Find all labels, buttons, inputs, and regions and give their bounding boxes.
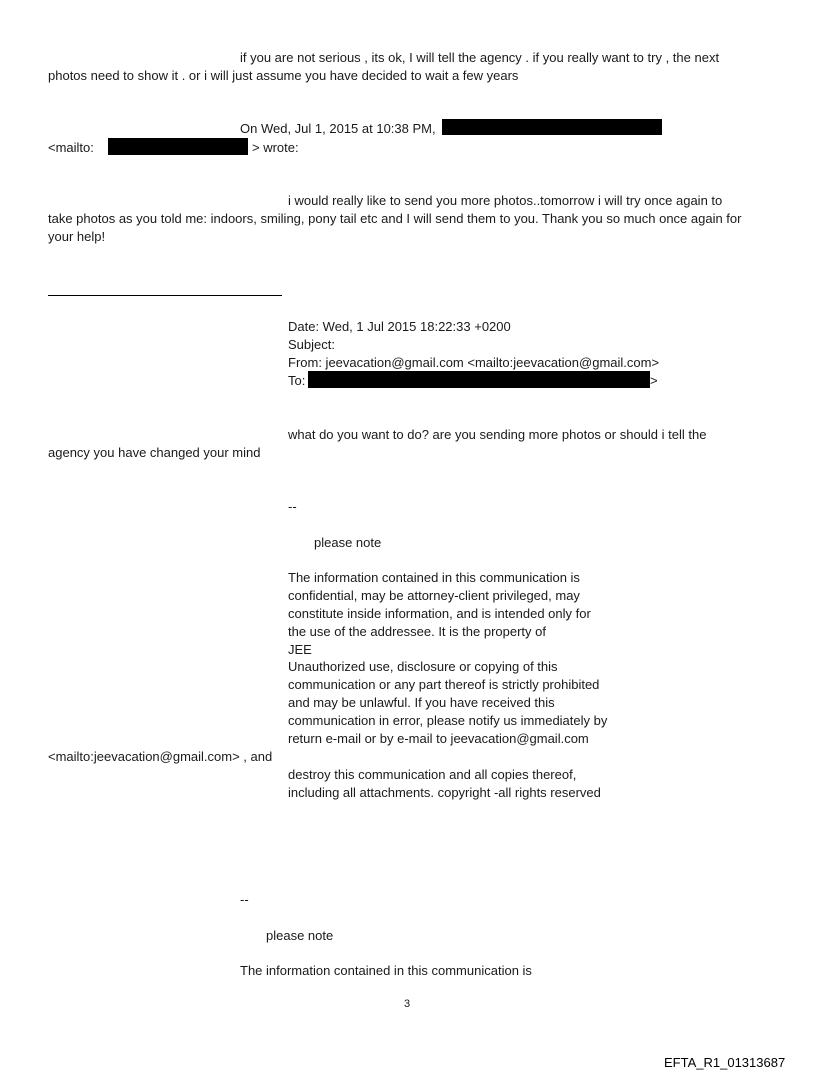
signature1-line: destroy this communication and all copies thereof, — [288, 767, 577, 782]
header-from: From: jeevacation@gmail.com <mailto:jeevacation@gmail.com> — [288, 355, 660, 370]
header-subject: Subject: — [288, 337, 335, 352]
signature2-dashes: -- — [240, 892, 249, 907]
signature1-dashes: -- — [288, 499, 297, 514]
redaction-recipient — [308, 371, 650, 388]
document-id: EFTA_R1_01313687 — [664, 1055, 786, 1070]
message2-line2: take photos as you told me: indoors, smiling, pony tail etc and I will send them to you. Thank you so much once again for — [48, 211, 742, 226]
signature1-line: confidential, may be attorney-client privileged, may — [288, 588, 580, 603]
signature1-line: constitute inside information, and is intended only for — [288, 606, 591, 621]
signature1-line: JEE — [288, 642, 312, 657]
signature1-line: Unauthorized use, disclosure or copying of this — [288, 659, 558, 674]
signature1-line: communication or any part thereof is strictly prohibited — [288, 677, 600, 692]
signature1-please-note: please note — [314, 535, 382, 550]
signature1-line: including all attachments. copyright -all rights reserved — [288, 785, 601, 800]
message1-line2: photos need to show it . or i will just assume you have decided to wait a few years — [48, 68, 519, 83]
page-number: 3 — [404, 998, 411, 1010]
signature2-please-note: please note — [266, 928, 334, 943]
signature1-line: and may be unlawful. If you have received this — [288, 695, 555, 710]
redaction-sender-email — [108, 138, 248, 155]
signature1-line: return e-mail or by e-mail to jeevacation@gmail.com — [288, 731, 589, 746]
message3-line1: what do you want to do? are you sending more photos or should i tell the — [288, 427, 707, 442]
quote-mailto-prefix: <mailto: — [48, 140, 94, 155]
quote-wrote: > wrote: — [252, 140, 299, 155]
message1-line1: if you are not serious , its ok, I will tell the agency . if you really want to try , the next — [240, 50, 720, 65]
message3-line2: agency you have changed your mind — [48, 445, 261, 460]
signature1-mailto-line: <mailto:jeevacation@gmail.com> , and — [48, 749, 273, 764]
signature1-line: the use of the addressee. It is the property of — [288, 624, 546, 639]
signature2-line1: The information contained in this communication is — [240, 963, 532, 978]
separator-rule — [48, 295, 282, 296]
header-to-suffix: > — [650, 373, 658, 388]
redaction-sender-name — [442, 119, 662, 135]
signature1-line: communication in error, please notify us immediately by — [288, 713, 608, 728]
message2-line3: your help! — [48, 229, 106, 244]
quote-header: On Wed, Jul 1, 2015 at 10:38 PM, — [240, 121, 436, 136]
signature1-line: The information contained in this communication is — [288, 570, 580, 585]
header-date: Date: Wed, 1 Jul 2015 18:22:33 +0200 — [288, 319, 511, 334]
header-to-label: To: — [288, 373, 306, 388]
message2-line1: i would really like to send you more photos..tomorrow i will try once again to — [288, 193, 723, 208]
